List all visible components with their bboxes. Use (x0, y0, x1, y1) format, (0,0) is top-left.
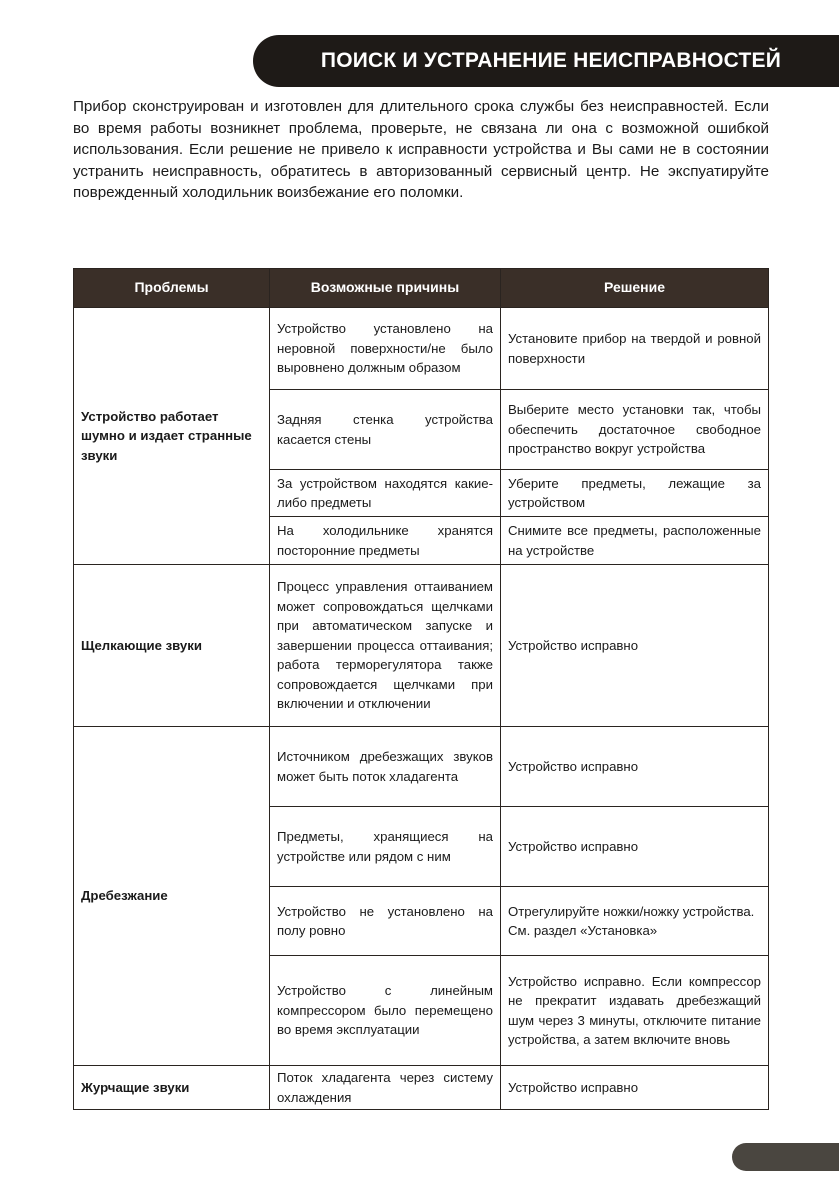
table-row (74, 1066, 769, 1110)
cause-cell: Устройство установлено на неровной поверхности/не было выровнено должным образом (270, 308, 501, 390)
table-row (74, 727, 769, 807)
solution-cell: Устройство исправно (501, 1066, 769, 1110)
solution-cell: Установите прибор на твердой и ровной поверхности (501, 308, 769, 390)
problem-cell: Журчащие звуки (74, 1066, 270, 1110)
troubleshooting-table (73, 268, 769, 1110)
cause-cell: Задняя стенка устройства касается стены (270, 390, 501, 470)
solution-cell: Выберите место установки так, чтобы обеспечить достаточное свободное пространство вокруг устройства (501, 390, 769, 470)
solution-text: Отрегулируйте ножки/ножку устройства. (508, 903, 755, 919)
header-problems: Проблемы (74, 269, 270, 308)
cause-cell: За устройством находятся какие-либо предметы (270, 470, 501, 517)
cause-cell: На холодильнике хранятся посторонние предметы (270, 517, 501, 565)
problem-cell: Устройство работает шумно и издает странные звуки (74, 308, 270, 565)
section-title-bar (253, 35, 839, 87)
header-solution: Решение (501, 269, 769, 308)
solution-cell: Уберите предметы, лежащие за устройством (501, 470, 769, 517)
section-title: ПОИСК И УСТРАНЕНИЕ НЕИСПРАВНОСТЕЙ (320, 49, 781, 72)
cause-cell: Поток хладагента через систему охлаждения (270, 1066, 501, 1110)
problem-cell: Дребезжание (74, 727, 270, 1066)
table-row (74, 565, 769, 727)
solution-cell: Устройство исправно (501, 727, 769, 807)
solution-cell: Устройство исправно (501, 807, 769, 887)
page-tab-decoration (732, 1143, 839, 1171)
header-causes: Возможные причины (270, 269, 501, 308)
cause-cell: Устройство не установлено на полу ровно (270, 887, 501, 956)
solution-cell: Устройство исправно (501, 565, 769, 727)
table-header-row (74, 269, 769, 308)
solution-note: См. раздел «Установка» (508, 923, 658, 938)
cause-cell: Процесс управления оттаиванием может сопровождаться щелчками при автоматическом запуске и завершении процесса оттаивания; работа терморегулятора также сопровождается щелчками при включении и отключении (270, 565, 501, 727)
intro-text: Прибор сконструирован и изготовлен для длительного срока службы без неисправностей. Если во время работы возникнет проблема, проверьте, не связана ли она с возможной ошибкой использования. Если решение не привело к исправности устройства и Вы сами не в состоянии устранить неисправность, обратитесь в авторизованный сервисный центр. Не экспуатируйте поврежденный холодильник воизбежание его поломки. (73, 98, 769, 201)
cause-cell: Предметы, хранящиеся на устройстве или рядом с ним (270, 807, 501, 887)
problem-cell: Щелкающие звуки (74, 565, 270, 727)
solution-cell: Снимите все предметы, расположенные на устройстве (501, 517, 769, 565)
solution-cell (501, 887, 769, 956)
table-row (74, 308, 769, 390)
cause-cell: Источником дребезжащих звуков может быть поток хладагента (270, 727, 501, 807)
cause-cell: Устройство с линейным компрессором было перемещено во время эксплуатации (270, 956, 501, 1066)
intro-paragraph (73, 96, 769, 204)
solution-cell: Устройство исправно. Если компрессор не прекратит издавать дребезжащий шум через 3 минуты, отключите питание устройства, а затем включите вновь (501, 956, 769, 1066)
